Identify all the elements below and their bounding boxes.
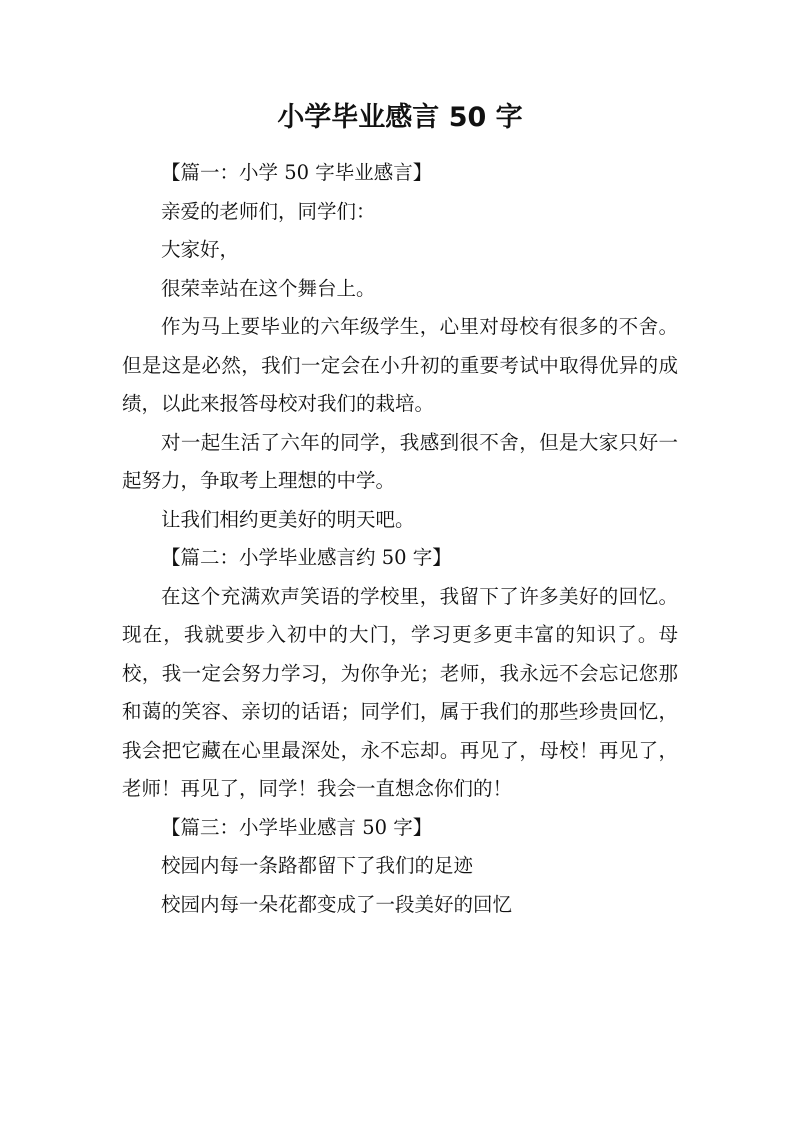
paragraph-flowers: 校园内每一朵花都变成了一段美好的回忆 xyxy=(161,892,513,916)
section-heading-1: 【篇一：小学 50 字毕业感言】 xyxy=(161,161,433,184)
paragraph-memories: 在这个充满欢声笑语的学校里，我留下了许多美好的回忆。现在，我就要步入初中的大门，学习更多更丰富的知识了。母校，我一定会努力学习，为你争光；老师，我永远不会忘记您那和蔼的笑容、亲切的话语；同学们，属于我们的那些珍贵回忆，我会把它藏在心里最深处，永不忘却。再见了，母校！再见了，老师！再见了，同学！我会一直想念你们的！ xyxy=(122,584,678,800)
paragraph-classmates: 对一起生活了六年的同学，我感到很不舍，但是大家只好一起努力，争取考上理想的中学。 xyxy=(122,430,678,492)
paragraph-hello: 大家好， xyxy=(161,238,240,261)
paragraph-reluctant: 作为马上要毕业的六年级学生，心里对母校有很多的不舍。但是这是必然，我们一定会在小升初的重要考试中取得优异的成绩，以此来报答母校对我们的栽培。 xyxy=(122,315,678,415)
paragraph-footprints: 校园内每一条路都留下了我们的足迹 xyxy=(161,854,474,877)
section-heading-3: 【篇三：小学毕业感言 50 字】 xyxy=(161,815,433,839)
paragraph-greeting: 亲爱的老师们，同学们： xyxy=(161,199,376,223)
section-heading-2: 【篇二：小学毕业感言约 50 字】 xyxy=(161,546,452,569)
paragraph-honored: 很荣幸站在这个舞台上。 xyxy=(161,276,376,300)
document-body xyxy=(122,154,678,924)
document-title: 小学毕业感言 50 字 xyxy=(277,102,523,133)
paragraph-tomorrow: 让我们相约更美好的明天吧。 xyxy=(161,507,415,531)
